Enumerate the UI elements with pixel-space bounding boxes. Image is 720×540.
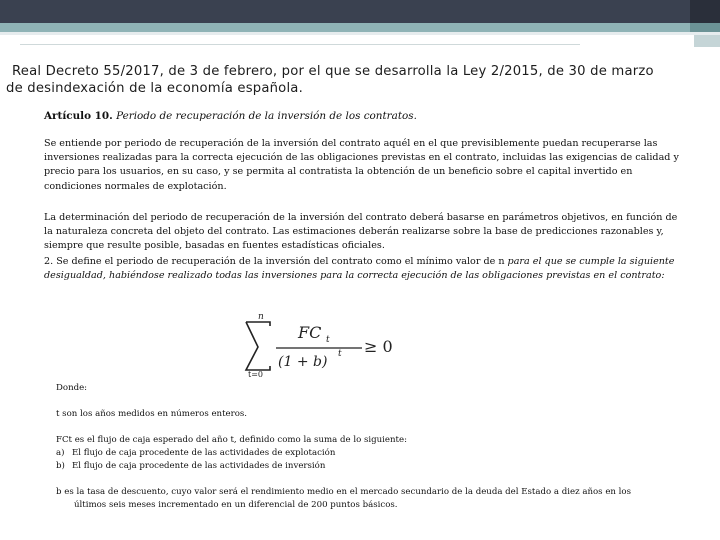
definition-b <box>56 486 686 512</box>
decorative-rule <box>20 44 580 45</box>
summation-icon <box>246 322 270 370</box>
recovery-formula <box>240 308 400 378</box>
article-heading <box>44 109 684 123</box>
paragraph-determination: La determinación del periodo de recuperación de la inversión del contrato deberá basarse en parámetros objetivos, en función de la naturaleza concreta del objeto del contrato. Las estimaciones deberán realizarse sobre la base de predicciones razonables y, siempre que resulte posible, basadas en fuentes estadísticas oficiales. <box>44 212 678 252</box>
list-item <box>56 447 686 460</box>
header-thin-band <box>0 32 720 35</box>
sum-lower-limit: t=0 <box>248 370 264 378</box>
formula-numerator: FC <box>298 323 322 342</box>
paragraph-definition: Se entiende por periodo de recuperación de la inversión del contrato aquél en el que previsiblemente puedan recuperarse las inversiones realizadas para la correcta ejecución de las obligaciones previstas en el contrato, incluidas las exigencias de calidad y precio para los usuarios, en su caso, y se permita al contratista la obtención de un beneficio sobre el capital invertido en condiciones normales de explotación. <box>44 138 679 192</box>
definitions-intro: Donde: <box>56 383 88 393</box>
header-band <box>0 0 720 23</box>
list-item-label: b) <box>56 461 65 471</box>
slide-title <box>6 63 686 97</box>
definition-t: t son los años medidos en números enteros. <box>56 409 248 419</box>
slide-title-line-1: Real Decreto 55/2017, de 3 de febrero, por el que se desarrolla la Ley 2/2015, de 30 de marzo <box>12 64 654 79</box>
slide-title-line-2: de desindexación de la economía española. <box>6 81 303 96</box>
article-title: Periodo de recuperación de la inversión de los contratos. <box>116 110 417 122</box>
definition-b-line-1: b es la tasa de descuento, cuyo valor será el rendimiento medio en el mercado secundario de la deuda del Estado a diez años en los <box>56 487 632 497</box>
definition-fct <box>56 434 686 473</box>
list-item-label: a) <box>56 448 65 458</box>
paragraph-section-2 <box>44 255 684 283</box>
list-item <box>56 460 686 473</box>
list-item-text: El flujo de caja procedente de las actividades de explotación <box>72 448 336 458</box>
header-accent-notch <box>690 23 720 32</box>
header-accent-band <box>0 23 720 32</box>
definition-b-line-2: últimos seis meses incrementado en un diferencial de 200 puntos básicos. <box>74 500 398 510</box>
formula-numerator-subscript: t <box>326 335 330 345</box>
paragraph-section-2-italic: para el que se cumple la siguiente desigualdad, habiéndose realizado todas las inversiones para la correcta ejecución de las obligaciones previstas en el contrato: <box>44 256 675 282</box>
article-number: Artículo 10. <box>44 110 113 122</box>
paragraph-section-2-text: 2. Se define el periodo de recuperación de la inversión del contrato como el mínimo valor de n <box>44 256 505 267</box>
formula-denominator-exponent: t <box>338 349 342 359</box>
definition-fct-text: FCt es el flujo de caja esperado del año t, definido como la suma de lo siguiente: <box>56 435 407 445</box>
header-right-tab <box>694 35 720 47</box>
sum-upper-limit: n <box>258 312 264 322</box>
formula-denominator: (1 + b) <box>278 354 328 370</box>
formula-relation: ≥ 0 <box>364 337 393 356</box>
list-item-text: El flujo de caja procedente de las actividades de inversión <box>72 461 326 471</box>
header-band-corner <box>690 0 720 23</box>
